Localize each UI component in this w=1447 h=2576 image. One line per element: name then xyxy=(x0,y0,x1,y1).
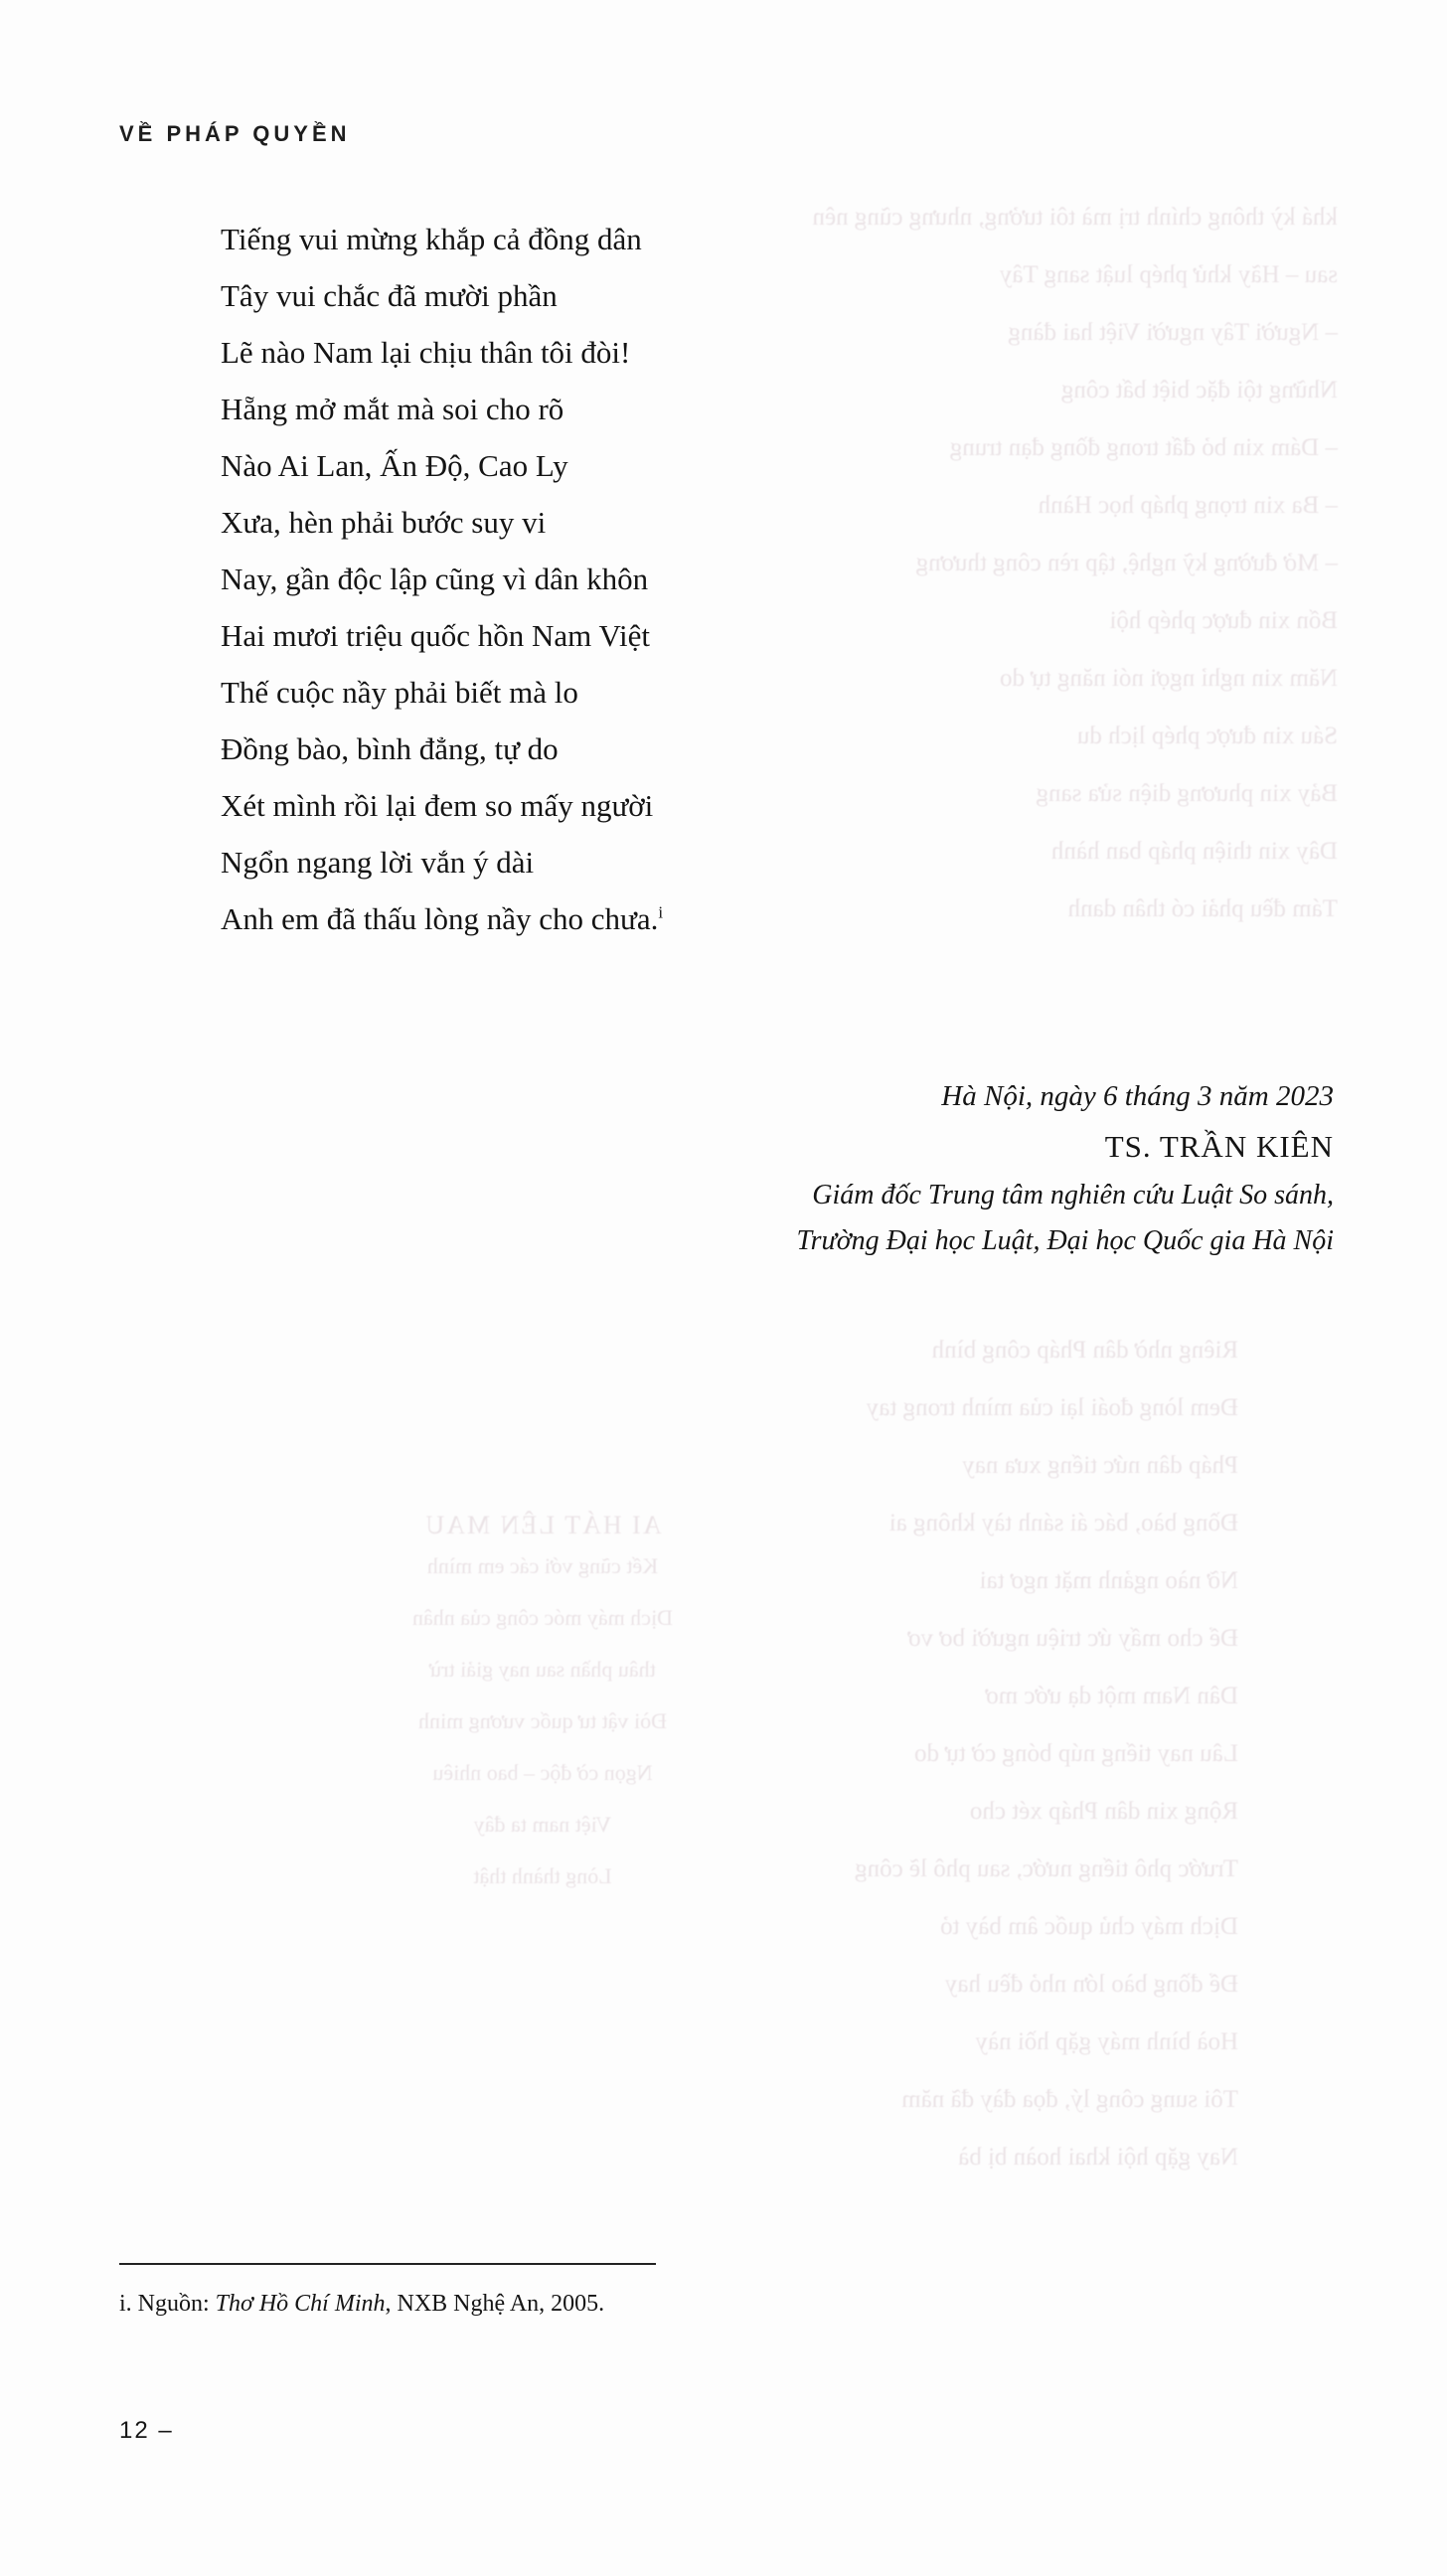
poem-line: Nào Ai Lan, Ấn Độ, Cao Ly xyxy=(221,448,568,483)
bleed-line: Tám đều phải có thân danh xyxy=(1067,895,1338,922)
signature-name: TS. TRẦN KIÊN xyxy=(1104,1129,1334,1164)
bleed-line: – Mở đường kỹ nghệ, tập rèn công thương xyxy=(915,550,1338,576)
page-number: 12 – xyxy=(119,2417,174,2444)
poem-line: Tây vui chắc đã mười phần xyxy=(221,278,558,313)
poem-line: Thế cuộc nầy phải biết mà lo xyxy=(221,675,578,710)
bleed-line: Ngọn cờ độc – bao nhiêu xyxy=(432,1760,653,1785)
bleed-line: Dịch máy móc công của nhân xyxy=(411,1605,674,1630)
bleed-left-column xyxy=(235,1511,851,1902)
footnote-separator-rule xyxy=(119,2263,656,2265)
poem-line-text: Anh em đã thấu lòng nầy cho chưa. xyxy=(221,901,659,936)
bleed-heading: AI HÁT LÊN MAU xyxy=(423,1511,662,1539)
poem-line: Hai mươi triệu quốc hồn Nam Việt xyxy=(221,618,650,653)
poem-line: Đồng bào, bình đẳng, tự do xyxy=(221,731,559,766)
poem-line-last xyxy=(221,890,1274,947)
bleed-line: Để đồng bào lớn nhỏ đều hay xyxy=(944,1971,1238,1998)
bleed-line: Dây xin thiện pháp ban hành xyxy=(1050,838,1338,865)
bleed-line: Hoà bình máy gặp hồi này xyxy=(975,2028,1238,2055)
signature-role-line-1: Giám đốc Trung tâm nghiên cứu Luật So sánh, xyxy=(812,1180,1334,1210)
footnote-source-title: Thơ Hồ Chí Minh xyxy=(215,2291,386,2317)
poem-line: Hẵng mở mắt mà soi cho rõ xyxy=(221,392,564,426)
signature-date: Hà Nội, ngày 6 tháng 3 năm 2023 xyxy=(941,1080,1334,1112)
bleed-line: Dân Nam một dạ ước mơ xyxy=(985,1683,1238,1709)
bleed-lower-block xyxy=(483,1322,1238,2186)
footnote-text-after: , NXB Nghệ An, 2005. xyxy=(385,2291,605,2317)
bleed-line: Tôi sung công lý, đọa đày đã năm xyxy=(901,2086,1238,2113)
bleed-line: Riêng nhờ dân Pháp công bình xyxy=(931,1337,1238,1364)
bleed-line: Việt nam ta đây xyxy=(473,1812,612,1837)
bleed-line: Để cho mấy ức triệu người bơ vơ xyxy=(907,1625,1238,1652)
bleed-line: Rộng xin dân Pháp xét cho xyxy=(969,1798,1238,1825)
footnote-text-before: Nguồn: xyxy=(131,2291,216,2317)
bleed-line: Bốn xin được phép hội xyxy=(1109,607,1338,634)
bleed-line: Trước phô tiếng nước, sau phô lẽ công xyxy=(855,1855,1238,1882)
bleed-line: Pháp dân nức tiếng xưa nay xyxy=(962,1452,1238,1479)
bleed-line: sau – Hãy khử phép luật sang Tây xyxy=(999,261,1338,288)
signature-role-line-2: Trường Đại học Luật, Đại học Quốc gia Hà Nội xyxy=(796,1225,1334,1256)
bleed-line: thâu phần sau nay giải trừ xyxy=(429,1657,656,1682)
footnote-marker-inline: i xyxy=(658,902,664,922)
footnote xyxy=(119,2286,604,2322)
poem-line: Ngổn ngang lời vắn ý dài xyxy=(221,845,535,880)
bleed-line: khá kỳ thông chính trị mà tôi tưởng, nhưng cũng nên xyxy=(812,204,1338,231)
signature-block xyxy=(221,1071,1334,1264)
poem-body xyxy=(221,211,1274,947)
bleed-line: Đem lòng đoái lại của mình trong tay xyxy=(866,1394,1238,1421)
running-head: VỀ PHÁP QUYỀN xyxy=(119,121,351,146)
bleed-line: Năm xin nghỉ ngợi nói năng tự do xyxy=(1000,665,1338,692)
poem-line: Xét mình rồi lại đem so mấy người xyxy=(221,788,654,823)
bleed-line: – Người Tây người Việt hai đàng xyxy=(1008,319,1338,346)
bleed-line: Sáu xin được phép lịch du xyxy=(1076,723,1338,749)
poem-line: Nay, gần độc lập cũng vì dân khôn xyxy=(221,562,649,596)
bleed-line: Những tội đặc biệt bất công xyxy=(1060,377,1338,403)
footnote-marker: i. xyxy=(119,2291,132,2317)
bleed-line: Đồng bào, bác ái sánh tày không ai xyxy=(888,1510,1238,1536)
bleed-line: Đòi vật tư quốc vương minh xyxy=(418,1708,667,1733)
bleed-line: Lòng thành thật xyxy=(473,1863,612,1888)
bleed-line: Nỡ nào ngảnh mặt ngơ tai xyxy=(979,1567,1238,1594)
poem-line: Xưa, hèn phải bước suy vi xyxy=(221,505,547,540)
poem-line: Lẽ nào Nam lại chịu thân tôi đòi! xyxy=(221,335,631,370)
bleed-line: – Ba xin trọng pháp học Hành xyxy=(1038,492,1338,519)
bleed-line: Dịch máy chủ quốc âm bày tỏ xyxy=(940,1913,1238,1940)
bleed-line: – Dám xin bỏ đất trong đồng đạn trung xyxy=(949,434,1338,461)
bleed-line: Nay gặp hội khai hoàn bị bà xyxy=(958,2144,1238,2171)
bleed-line: Bảy xin phương diện sửa sang xyxy=(1036,780,1338,807)
poem-line: Tiếng vui mừng khắp cả đồng dân xyxy=(221,222,642,256)
bleed-line: Lâu nay tiếng núp bóng cờ tự do xyxy=(913,1740,1238,1767)
bleed-line: Kết cũng với các em mình xyxy=(426,1553,659,1578)
